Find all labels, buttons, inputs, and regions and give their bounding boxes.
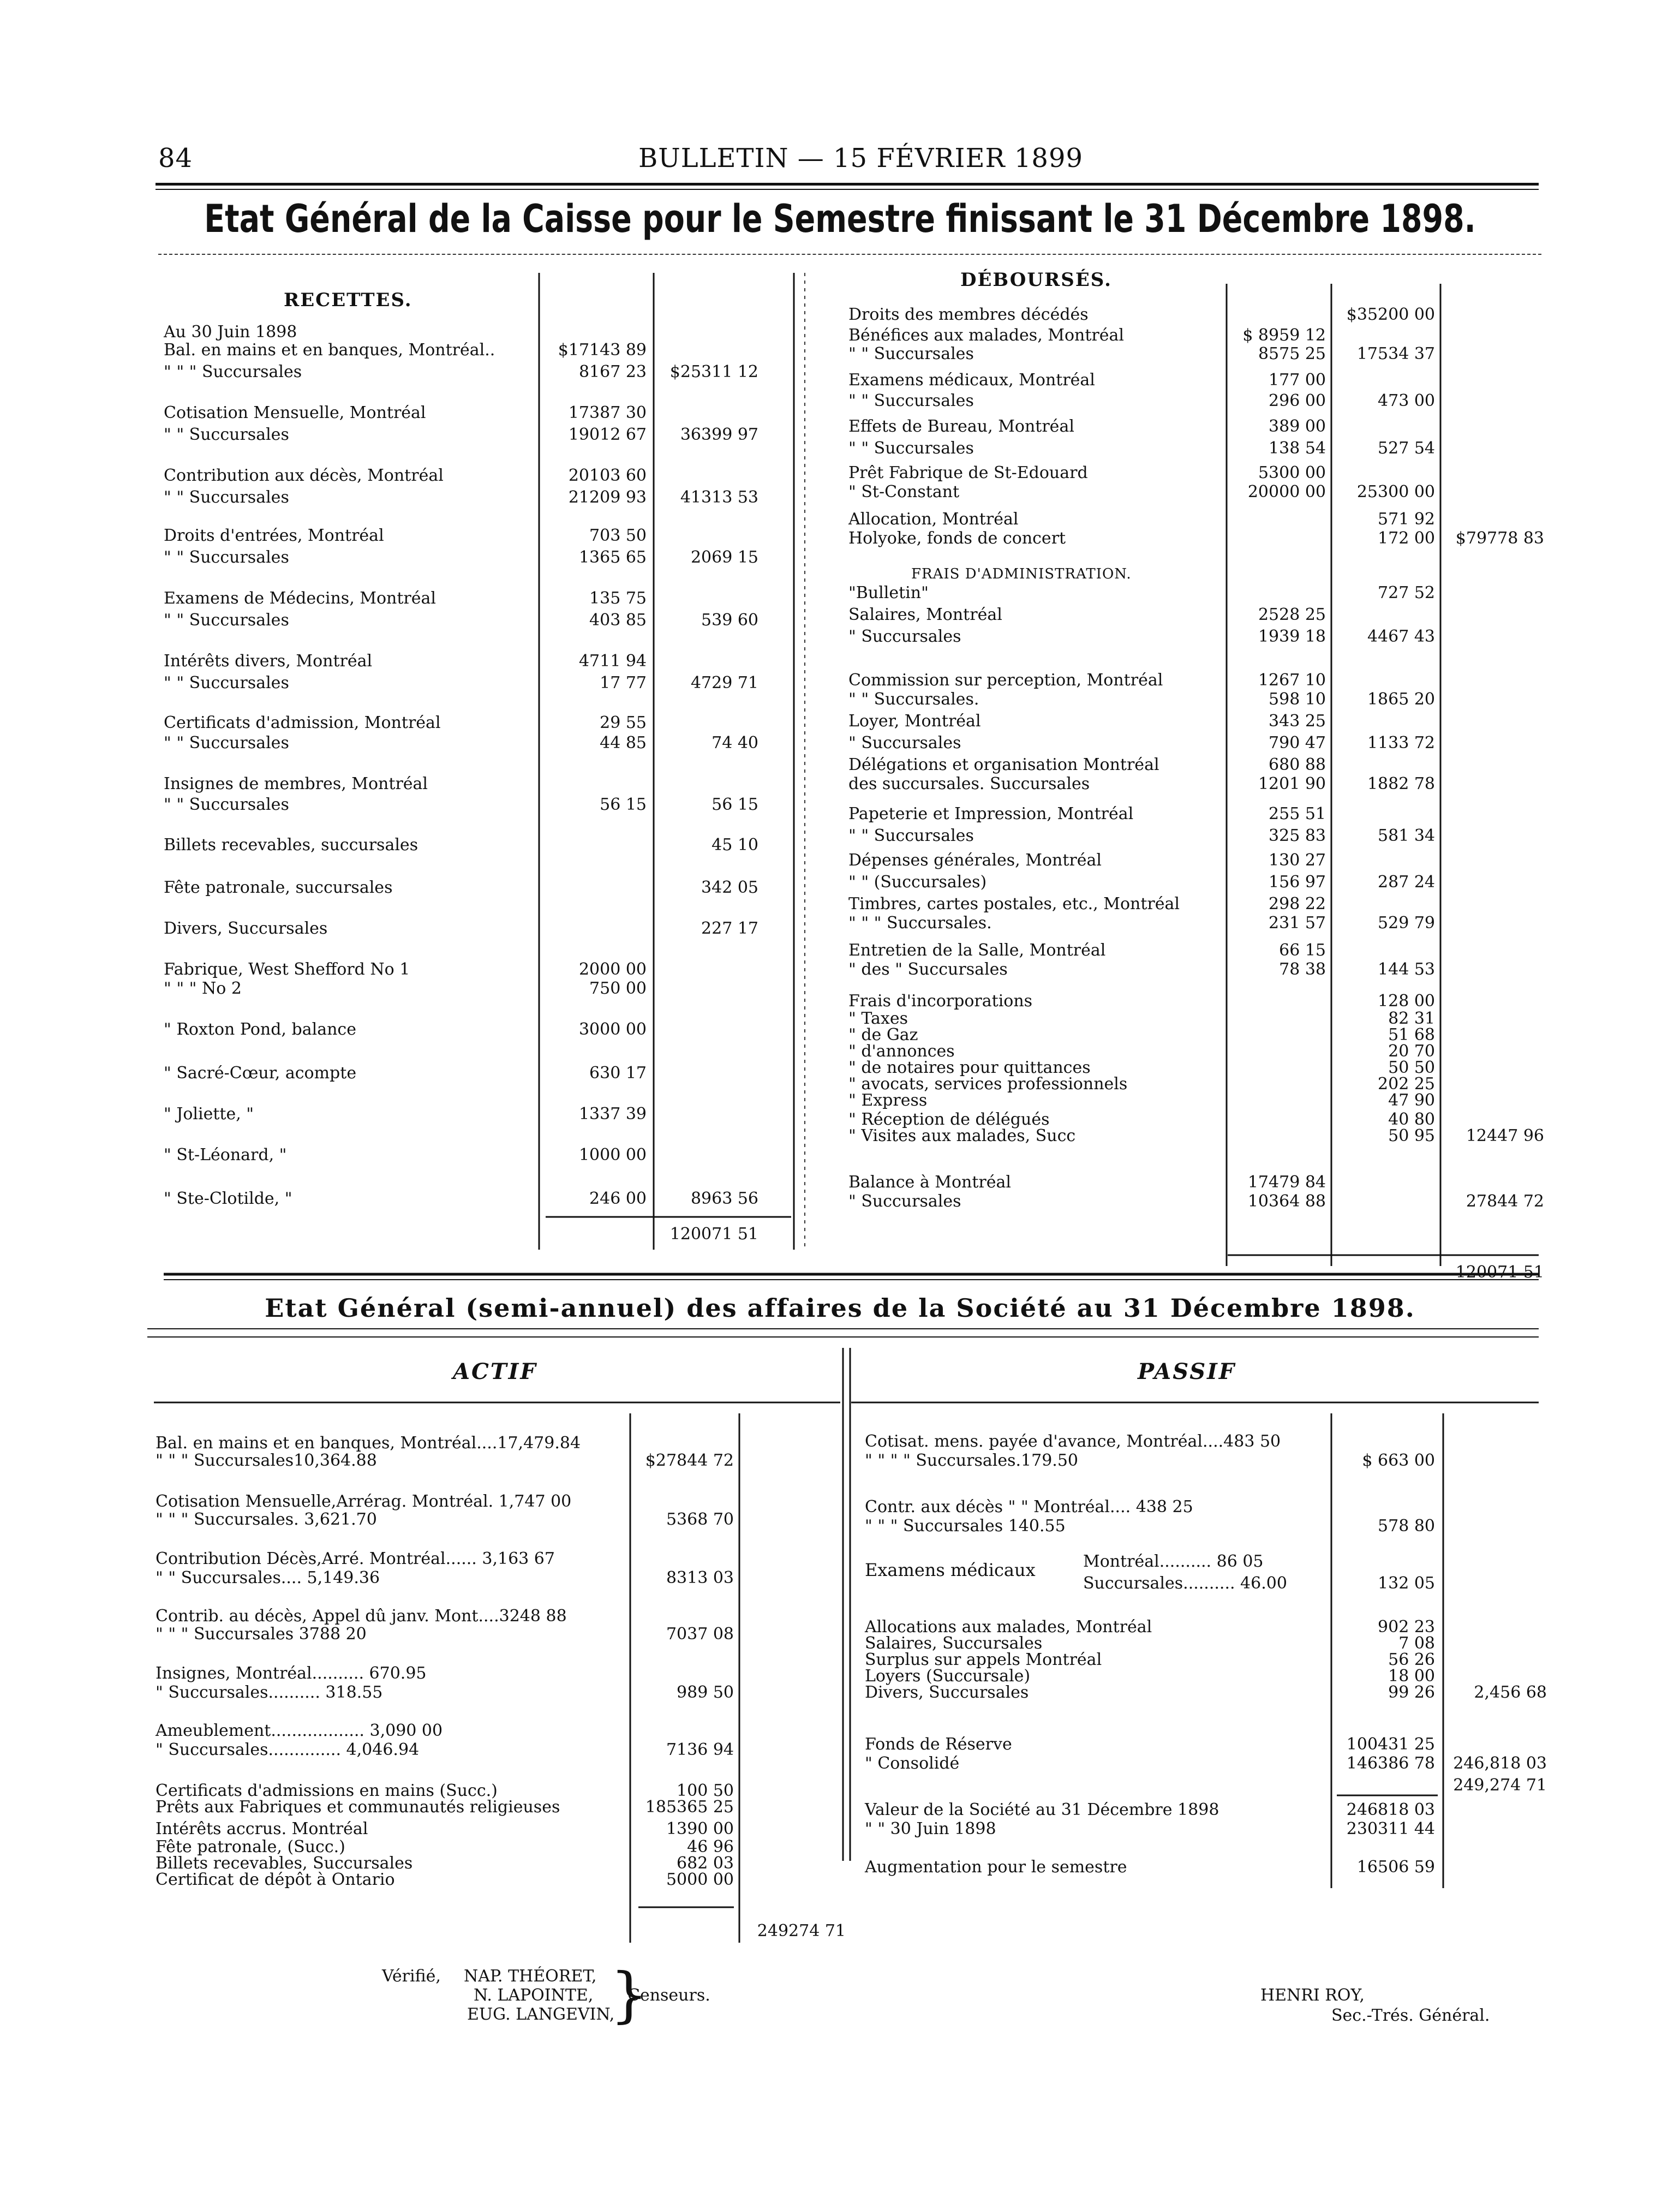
recettes-row-label: Cotisation Mensuelle, Montréal: [164, 403, 426, 422]
passif-row-label: Salaires, Succursales: [865, 1634, 1043, 1653]
actif-row-label: Prêts aux Fabriques et communautés religieuses: [156, 1798, 560, 1817]
debourses-row-label: Papeterie et Impression, Montréal: [848, 804, 1134, 823]
debourses-row-amount-b: 4467 43: [1367, 627, 1435, 646]
actif-row-amount-a: 7037 08: [666, 1625, 734, 1644]
recettes-row-amount-b: 4729 71: [690, 673, 758, 692]
recettes-row-label: " " Succursales: [164, 611, 289, 630]
passif-row-amount-a: 99 26: [1388, 1683, 1435, 1702]
passif-row-label: Divers, Succursales: [865, 1683, 1029, 1702]
examens-label: Examens médicaux: [865, 1560, 1036, 1580]
debourses-row-amount-b: $35200 00: [1346, 305, 1435, 324]
censor-1: NAP. THÉORET,: [464, 1967, 597, 1986]
recettes-row-label: " " Succursales: [164, 795, 289, 814]
debourses-row-amount-b: 172 00: [1378, 529, 1435, 548]
recettes-row-amount-a: 2000 00: [578, 960, 647, 979]
passif-row-label: " " " " Succursales.179.50: [865, 1451, 1079, 1470]
page-number: 84: [158, 143, 193, 174]
actif-row-label: Insignes, Montréal.......... 670.95: [156, 1664, 427, 1683]
debourses-row-label: " Taxes: [848, 1009, 908, 1028]
recettes-row-amount-a: 403 85: [589, 611, 647, 630]
debourses-row-amount-a: 325 83: [1269, 826, 1326, 845]
debourses-row-label: " " Succursales.: [848, 690, 979, 709]
debourses-row-amount-a: 1267 10: [1258, 671, 1326, 690]
recettes-row-label: Fabrique, West Shefford No 1: [164, 960, 410, 979]
passif-row-amount-a: 16506 59: [1356, 1858, 1435, 1877]
recettes-row-label: Insignes de membres, Montréal: [164, 774, 428, 793]
debourses-row-label: " de notaires pour quittances: [848, 1058, 1091, 1077]
debourses-row-amount-a: 177 00: [1269, 371, 1326, 390]
recettes-row-amount-a: 44 85: [600, 733, 647, 753]
actif-row-label: " " " Succursales10,364.88: [156, 1451, 377, 1470]
running-title: BULLETIN — 15 FÉVRIER 1899: [638, 143, 1084, 174]
recettes-row-label: " " Succursales: [164, 425, 289, 444]
actif-row-amount-a: 100 50: [677, 1781, 734, 1800]
passif-row-amount-a: 902 23: [1378, 1617, 1435, 1637]
debourses-row-amount-b: 727 52: [1378, 583, 1435, 602]
debourses-row-label: Dépenses générales, Montréal: [848, 851, 1102, 870]
debourses-row-amount-a: 680 88: [1269, 755, 1326, 774]
recettes-row-amount-b: 2069 15: [690, 548, 758, 567]
passif-heading: PASSIF: [1138, 1359, 1236, 1384]
debourses-row-amount-b: 40 80: [1388, 1110, 1435, 1129]
debourses-row-label: " " Succursales: [848, 344, 974, 363]
passif-row-amount-a: 230311 44: [1346, 1819, 1435, 1838]
recettes-row-amount-a: 135 75: [589, 589, 647, 608]
passif-row-label: Fonds de Réserve: [865, 1735, 1012, 1754]
debourses-row-amount-b: 25300 00: [1356, 482, 1435, 501]
actif-total: 249274 71: [757, 1921, 846, 1941]
debourses-row-label: " d'annonces: [848, 1042, 955, 1061]
recettes-row-amount-a: 750 00: [589, 979, 647, 998]
recettes-row-amount-a: $17143 89: [558, 341, 647, 360]
passif-row-amount-a: 56 26: [1388, 1650, 1435, 1669]
debourses-row-amount-a: 389 00: [1269, 417, 1326, 436]
debourses-row-amount-a: 298 22: [1269, 894, 1326, 914]
censor-3: EUG. LANGEVIN,: [467, 2005, 615, 2024]
debourses-row-label: " avocats, services professionnels: [848, 1074, 1128, 1094]
recettes-row-amount-a: 3000 00: [578, 1020, 647, 1039]
recettes-row-amount-a: 8167 23: [578, 362, 647, 381]
actif-row-amount-a: 5000 00: [666, 1870, 734, 1889]
debourses-row-label: Examens médicaux, Montréal: [848, 371, 1095, 390]
passif-row-amount-a: $ 663 00: [1362, 1451, 1435, 1470]
recettes-row-amount-a: 19012 67: [568, 425, 647, 444]
debourses-row-amount-a: 790 47: [1269, 733, 1326, 753]
debourses-row-amount-a: 1201 90: [1258, 774, 1326, 793]
debourses-row-amount-a: 8575 25: [1258, 344, 1326, 363]
debourses-row-amount-b: 1882 78: [1367, 774, 1435, 793]
passif-row-amount-b: 2,456 68: [1474, 1683, 1547, 1702]
recettes-row-label: " Roxton Pond, balance: [164, 1020, 356, 1039]
passif-row-label: Surplus sur appels Montréal: [865, 1650, 1102, 1669]
debourses-row-amount-a: 66 15: [1279, 941, 1326, 960]
debourses-row-label: " Succursales: [848, 627, 961, 646]
debourses-row-amount-a: 255 51: [1269, 804, 1326, 823]
censor-2: N. LAPOINTE,: [474, 1986, 594, 2005]
debourses-total: 120071 51: [1455, 1263, 1544, 1282]
passif-row-label: Succursales.......... 46.00: [1083, 1574, 1287, 1593]
recettes-row-label: " Joliette, ": [164, 1104, 254, 1124]
debourses-row-label: Allocation, Montréal: [848, 510, 1019, 529]
passif-row-amount-a: 578 80: [1378, 1517, 1435, 1536]
debourses-row-amount-a: 156 97: [1269, 873, 1326, 892]
debourses-row-label: FRAIS D'ADMINISTRATION.: [911, 566, 1132, 582]
debourses-row-label: Commission sur perception, Montréal: [848, 671, 1163, 690]
actif-row-label: " " " Succursales. 3,621.70: [156, 1510, 377, 1529]
passif-row-label: " " " Succursales 140.55: [865, 1517, 1066, 1536]
debourses-row-label: Bénéfices aux malades, Montréal: [848, 326, 1125, 345]
verifie-label: Vérifié,: [382, 1967, 441, 1986]
debourses-row-label: Salaires, Montréal: [848, 605, 1002, 624]
secretary-title: Sec.-Trés. Général.: [1331, 2006, 1490, 2025]
passif-row-label: Contr. aux décès " " Montréal.... 438 25: [865, 1497, 1193, 1517]
debourses-row-amount-a: 10364 88: [1247, 1192, 1326, 1211]
passif-row-amount-b: 246,818 03: [1453, 1754, 1547, 1773]
debourses-row-label: " Express: [848, 1091, 928, 1110]
debourses-row-amount-a: 1939 18: [1258, 627, 1326, 646]
actif-row-label: Intérêts accrus. Montréal: [156, 1819, 368, 1838]
debourses-row-amount-b: 287 24: [1378, 873, 1435, 892]
debourses-row-amount-b: 581 34: [1378, 826, 1435, 845]
debourses-row-amount-b: 17534 37: [1356, 344, 1435, 363]
debourses-row-amount-c: $79778 83: [1455, 529, 1544, 548]
actif-row-label: Fête patronale, (Succ.): [156, 1837, 345, 1856]
actif-row-amount-a: 46 96: [687, 1837, 734, 1856]
recettes-row-amount-b: 227 17: [701, 919, 758, 938]
caisse-title: Etat Général de la Caisse pour le Semestre finissant le 31 Décembre 1898.: [204, 196, 1476, 241]
debourses-row-label: Droits des membres décédés: [848, 305, 1089, 324]
debourses-row-amount-a: 20000 00: [1247, 482, 1326, 501]
recettes-row-amount-a: 17 77: [600, 673, 647, 692]
passif-row-label: Cotisat. mens. payée d'avance, Montréal....483 50: [865, 1432, 1281, 1451]
affaires-title: Etat Général (semi-annuel) des affaires de la Société au 31 Décembre 1898.: [265, 1293, 1415, 1323]
debourses-row-amount-a: 17479 84: [1247, 1173, 1326, 1192]
recettes-row-label: Fête patronale, succursales: [164, 878, 393, 897]
recettes-row-label: " " Succursales: [164, 548, 289, 567]
recettes-row-label: Contribution aux décès, Montréal: [164, 466, 444, 485]
debourses-row-amount-c: 27844 72: [1466, 1192, 1544, 1211]
debourses-row-label: " " Succursales: [848, 391, 974, 410]
recettes-row-amount-b: 45 10: [712, 835, 758, 855]
actif-row-amount-a: 8313 03: [666, 1568, 734, 1587]
debourses-row-label: " " (Succursales): [848, 873, 987, 892]
recettes-row-amount-a: 1337 39: [578, 1104, 647, 1124]
debourses-row-amount-b: 1133 72: [1367, 733, 1435, 753]
debourses-row-label: " " Succursales: [848, 826, 974, 845]
debourses-row-amount-b: 571 92: [1378, 510, 1435, 529]
debourses-row-amount-b: 144 53: [1378, 960, 1435, 979]
debourses-row-label: Délégations et organisation Montréal: [848, 755, 1159, 774]
debourses-row-label: Frais d'incorporations: [848, 992, 1033, 1011]
actif-row-label: Ameublement.................. 3,090 00: [156, 1721, 443, 1740]
debourses-row-amount-c: 12447 96: [1466, 1126, 1544, 1145]
debourses-row-label: Effets de Bureau, Montréal: [848, 417, 1074, 436]
debourses-row-label: Holyoke, fonds de concert: [848, 529, 1066, 548]
debourses-row-amount-a: 343 25: [1269, 712, 1326, 731]
actif-row-label: Certificat de dépôt à Ontario: [156, 1870, 395, 1889]
debourses-row-amount-b: 51 68: [1388, 1025, 1435, 1044]
debourses-row-label: des succursales. Succursales: [848, 774, 1090, 793]
debourses-row-label: " de Gaz: [848, 1025, 918, 1044]
recettes-row-amount-a: 246 00: [589, 1189, 647, 1208]
debourses-row-amount-a: 296 00: [1269, 391, 1326, 410]
debourses-row-label: " " " Succursales.: [848, 914, 992, 933]
passif-row-label: Allocations aux malades, Montréal: [865, 1617, 1152, 1637]
actif-row-label: Billets recevables, Succursales: [156, 1854, 413, 1873]
recettes-row-amount-b: 56 15: [712, 795, 758, 814]
recettes-row-label: " " Succursales: [164, 673, 289, 692]
passif-row-amount-a: 7 08: [1398, 1634, 1435, 1653]
debourses-row-amount-b: 50 50: [1388, 1058, 1435, 1077]
recettes-row-label: Intérêts divers, Montréal: [164, 652, 373, 671]
debourses-row-amount-b: 20 70: [1388, 1042, 1435, 1061]
recettes-row-amount-b: 539 60: [701, 611, 758, 630]
actif-row-label: " " " Succursales 3788 20: [156, 1625, 367, 1644]
debourses-row-amount-b: 128 00: [1378, 992, 1435, 1011]
recettes-row-amount-a: 21209 93: [568, 488, 647, 507]
recettes-row-label: " " Succursales: [164, 488, 289, 507]
censeurs-label: Censeurs.: [627, 1986, 710, 2005]
recettes-row-amount-a: 630 17: [589, 1064, 647, 1083]
actif-row-amount-a: $27844 72: [645, 1451, 734, 1470]
passif-row-amount-a: 146386 78: [1346, 1754, 1435, 1773]
passif-row-amount-a: 100431 25: [1346, 1735, 1435, 1754]
recettes-row-label: Certificats d'admission, Montréal: [164, 713, 441, 732]
recettes-total: 120071 51: [669, 1225, 758, 1244]
recettes-row-amount-a: 29 55: [600, 713, 647, 732]
debourses-row-label: Balance à Montréal: [848, 1173, 1011, 1192]
debourses-row-label: Timbres, cartes postales, etc., Montréal: [848, 894, 1180, 914]
passif-row-label: Montréal.......... 86 05: [1083, 1552, 1264, 1571]
debourses-row-label: " Réception de délégués: [848, 1110, 1050, 1129]
debourses-row-amount-a: 2528 25: [1258, 605, 1326, 624]
recettes-row-amount-b: 8963 56: [690, 1189, 758, 1208]
recettes-row-amount-a: 56 15: [600, 795, 647, 814]
actif-heading: ACTIF: [453, 1359, 537, 1384]
debourses-row-label: " Visites aux malades, Succ: [848, 1126, 1076, 1145]
passif-row-label: Valeur de la Société au 31 Décembre 1898: [865, 1800, 1219, 1819]
recettes-row-label: " Ste-Clotilde, ": [164, 1189, 292, 1208]
recettes-row-amount-a: 4711 94: [578, 652, 647, 671]
actif-row-label: Bal. en mains et en banques, Montréal....17,479.84: [156, 1434, 581, 1453]
recettes-row-label: Examens de Médecins, Montréal: [164, 589, 436, 608]
actif-row-amount-a: 185365 25: [645, 1798, 734, 1817]
passif-row-label: " " 30 Juin 1898: [865, 1819, 996, 1838]
recettes-heading: RECETTES.: [284, 289, 412, 311]
recettes-row-label: " " " No 2: [164, 979, 242, 998]
debourses-row-amount-a: 231 57: [1269, 914, 1326, 933]
debourses-row-amount-b: 50 95: [1388, 1126, 1435, 1145]
debourses-row-label: " Succursales: [848, 1192, 961, 1211]
debourses-row-label: " Succursales: [848, 733, 961, 753]
debourses-row-amount-a: 598 10: [1269, 690, 1326, 709]
actif-row-label: Certificats d'admissions en mains (Succ.): [156, 1781, 498, 1800]
recettes-row-label: Billets recevables, succursales: [164, 835, 418, 855]
debourses-row-amount-b: 1865 20: [1367, 690, 1435, 709]
passif-row-amount-b: 249,274 71: [1453, 1776, 1547, 1795]
debourses-row-amount-b: 47 90: [1388, 1091, 1435, 1110]
recettes-row-amount-a: 20103 60: [568, 466, 647, 485]
actif-row-label: Contribution Décès,Arré. Montréal...... 3,163 67: [156, 1549, 555, 1568]
recettes-row-amount-b: 36399 97: [680, 425, 758, 444]
actif-row-amount-a: 1390 00: [666, 1819, 734, 1838]
secretary-name: HENRI ROY,: [1260, 1986, 1365, 2005]
recettes-row-label: " " Succursales: [164, 733, 289, 753]
actif-row-label: " Succursales.............. 4,046.94: [156, 1740, 420, 1759]
debourses-row-amount-a: $ 8959 12: [1242, 326, 1326, 345]
debourses-row-label: " St-Constant: [848, 482, 960, 501]
debourses-row-label: "Bulletin": [848, 583, 929, 602]
debourses-row-amount-a: 130 27: [1269, 851, 1326, 870]
recettes-row-amount-b: 41313 53: [680, 488, 758, 507]
debourses-heading: DÉBOURSÉS.: [960, 269, 1112, 291]
recettes-row-label: " St-Léonard, ": [164, 1145, 287, 1165]
debourses-row-amount-a: 138 54: [1269, 439, 1326, 458]
passif-row-label: Augmentation pour le semestre: [865, 1858, 1127, 1877]
debourses-row-label: Loyer, Montréal: [848, 712, 981, 731]
actif-row-label: Cotisation Mensuelle,Arrérag. Montréal. 1,747 00: [156, 1492, 572, 1511]
recettes-row-amount-b: $25311 12: [669, 362, 758, 381]
debourses-row-label: " des " Succursales: [848, 960, 1008, 979]
recettes-row-amount-a: 1365 65: [578, 548, 647, 567]
debourses-row-amount-a: 78 38: [1279, 960, 1326, 979]
brace: }: [610, 1960, 648, 2029]
passif-row-label: Loyers (Succursale): [865, 1667, 1031, 1686]
actif-row-amount-a: 989 50: [677, 1683, 734, 1702]
debourses-row-label: Entretien de la Salle, Montréal: [848, 941, 1106, 960]
passif-row-amount-a: 132 05: [1378, 1574, 1435, 1593]
recettes-row-amount-a: 1000 00: [578, 1145, 647, 1165]
actif-row-amount-a: 682 03: [677, 1854, 734, 1873]
recettes-row-amount-a: 17387 30: [568, 403, 647, 422]
recettes-row-label: " " " Succursales: [164, 362, 302, 381]
recettes-row-label: Bal. en mains et en banques, Montréal..: [164, 341, 495, 360]
recettes-row-label: " Sacré-Cœur, acompte: [164, 1064, 357, 1083]
recettes-row-label: Droits d'entrées, Montréal: [164, 526, 384, 545]
passif-row-label: " Consolidé: [865, 1754, 960, 1773]
debourses-row-amount-b: 473 00: [1378, 391, 1435, 410]
passif-row-amount-a: 246818 03: [1346, 1800, 1435, 1819]
debourses-row-amount-b: 529 79: [1378, 914, 1435, 933]
debourses-row-label: " " Succursales: [848, 439, 974, 458]
recettes-row-amount-a: 703 50: [589, 526, 647, 545]
recettes-row-label: Au 30 Juin 1898: [164, 323, 297, 342]
recettes-row-label: Divers, Succursales: [164, 919, 328, 938]
actif-row-amount-a: 5368 70: [666, 1510, 734, 1529]
actif-row-amount-a: 7136 94: [666, 1740, 734, 1759]
recettes-row-amount-b: 74 40: [712, 733, 758, 753]
recettes-row-amount-b: 342 05: [701, 878, 758, 897]
actif-row-label: " Succursales.......... 318.55: [156, 1683, 383, 1702]
debourses-row-label: Prêt Fabrique de St-Edouard: [848, 463, 1088, 482]
debourses-row-amount-a: 5300 00: [1258, 463, 1326, 482]
actif-row-label: " " Succursales.... 5,149.36: [156, 1568, 380, 1587]
debourses-row-amount-b: 202 25: [1378, 1074, 1435, 1094]
passif-row-amount-a: 18 00: [1388, 1667, 1435, 1686]
debourses-row-amount-b: 527 54: [1378, 439, 1435, 458]
debourses-row-amount-b: 82 31: [1388, 1009, 1435, 1028]
actif-row-label: Contrib. au décès, Appel dû janv. Mont....3248 88: [156, 1607, 567, 1626]
